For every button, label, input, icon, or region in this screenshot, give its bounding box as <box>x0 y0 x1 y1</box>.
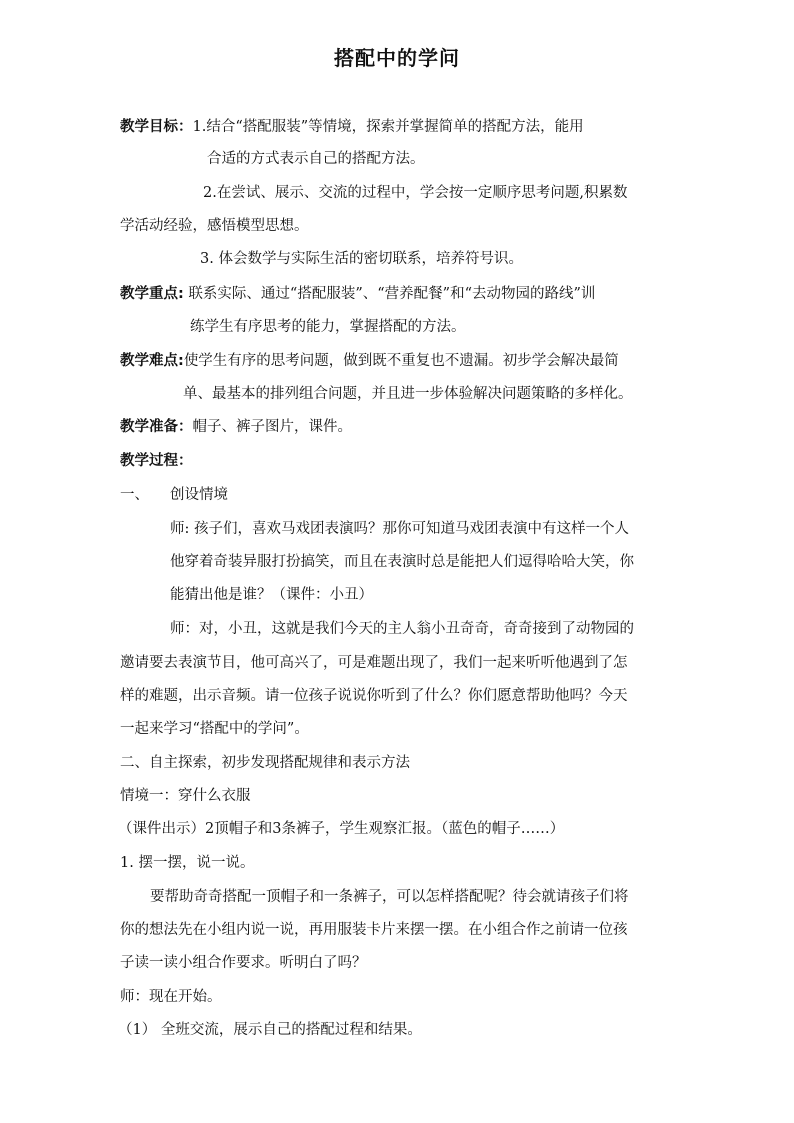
section1-heading: 创设情境 <box>170 487 228 503</box>
section2-p-line-3: 子读一读小组合作要求。听明白了吗？ <box>120 955 367 971</box>
key-points-text-1: 联系实际、通过“搭配服装”、“营养配餐”和“去动物园的路线”训 <box>183 286 596 302</box>
objectives-line-5: 3. 体会数学与实际生活的密切联系，培养符号识。 <box>200 251 523 267</box>
section2-teacher: 师：现在开始。 <box>120 989 222 1005</box>
section2-sub1: （1） 全班交流，展示自己的搭配过程和结果。 <box>118 1022 422 1038</box>
process-label: 教学过程： <box>120 453 193 469</box>
preparation-text: 帽子、裤子图片，课件。 <box>192 419 352 435</box>
section2-p-line-1: 要帮助奇奇搭配一顶帽子和一条裤子，可以怎样搭配呢？待会就请孩子们将 <box>150 889 629 905</box>
section1-p1-line-1: 师: 孩子们，喜欢马戏团表演吗？那你可知道马戏团表演中有这样一个人 <box>170 521 629 537</box>
objectives-line-1 <box>120 118 584 136</box>
section1-number: 一、 <box>120 487 149 503</box>
section1-p2-line-2: 邀请要去表演节目，他可高兴了，可是难题出现了，我们一起来听听他遇到了怎 <box>120 655 628 671</box>
difficulties-label: 教学难点: <box>120 353 184 369</box>
section1-p1-line-3: 能猜出他是谁？（课件：小丑） <box>170 587 373 603</box>
key-points-line-2: 练学生有序思考的能力，掌握搭配的方法。 <box>190 319 466 335</box>
section2-heading: 二、自主探索，初步发现搭配规律和表示方法 <box>120 755 410 771</box>
section1-p2-line-1: 师：对，小丑，这就是我们今天的主人翁小丑奇奇，奇奇接到了动物园的 <box>170 621 634 637</box>
document-title: 搭配中的学问 <box>334 46 460 70</box>
key-points-label: 教学重点: <box>120 286 184 302</box>
section2-courseware: （课件出示）2顶帽子和3条裤子，学生观察汇报。（蓝色的帽子……） <box>118 821 565 837</box>
difficulties-line-2: 单、最基本的排列组合问题，并且进一步体验解决问题策略的多样化。 <box>183 386 633 402</box>
objectives-label: 教学目标： <box>120 119 193 135</box>
section1-p2-line-3: 样的难题，出示音频。请一位孩子说说你听到了什么？你们愿意帮助他吗？今天 <box>120 688 628 704</box>
section1-p1-line-2: 他穿着奇装异服打扮搞笑，而且在表演时总是能把人们逗得哈哈大笑，你 <box>170 554 634 570</box>
preparation-label: 教学准备： <box>120 419 193 435</box>
key-points-line-1 <box>120 285 595 303</box>
section2-p-line-2: 你的想法先在小组内说一说，再用服装卡片来摆一摆。在小组合作之前请一位孩 <box>120 922 628 938</box>
section2-step1: 1. 摆一摆，说一说。 <box>120 855 255 871</box>
section2-scenario: 情境一：穿什么衣服 <box>120 788 251 804</box>
objectives-line-4: 学活动经验，感悟模型思想。 <box>120 218 309 234</box>
objectives-line-2: 合适的方式表示自己的搭配方法。 <box>207 151 425 167</box>
section1-p2-line-4: 一起来学习“搭配中的学问”。 <box>120 721 309 737</box>
difficulties-line-1 <box>120 352 619 370</box>
preparation-line <box>120 418 352 436</box>
difficulties-text-1: 使学生有序的思考问题，做到既不重复也不遗漏。初步学会解决最简 <box>183 353 619 369</box>
objectives-text-1: 1.结合“搭配服装”等情境，探索并掌握简单的搭配方法，能用 <box>192 119 584 135</box>
objectives-line-3: 2.在尝试、展示、交流的过程中，学会按一定顺序思考问题,积累数 <box>203 185 628 201</box>
